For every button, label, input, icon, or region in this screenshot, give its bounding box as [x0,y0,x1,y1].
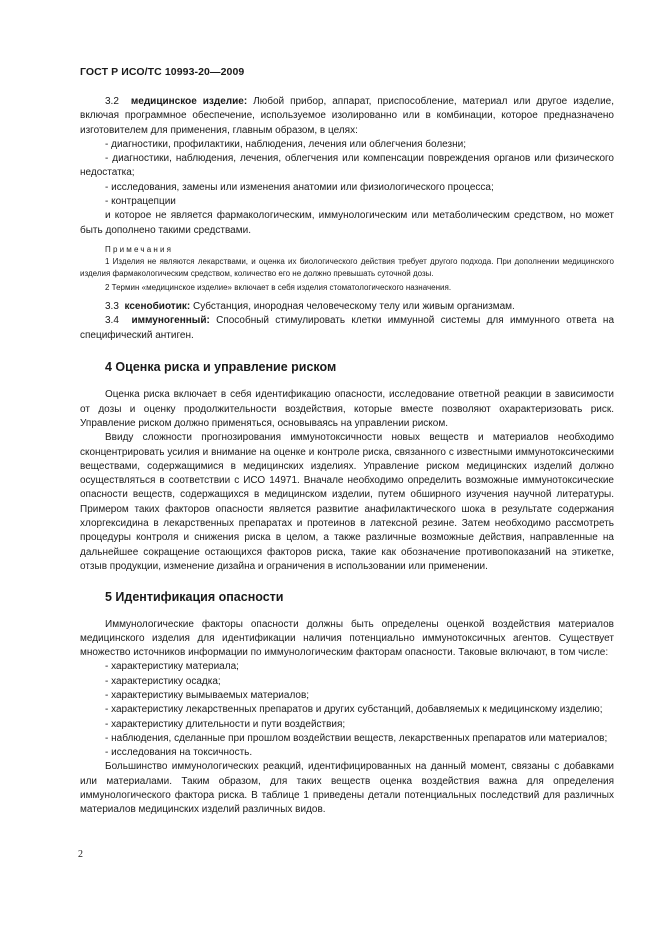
list-item: - исследования, замены или изменения анатомии или физиологического процесса; [105,181,494,193]
list-item: - характеристику осадка; [105,675,221,687]
notes-title: Примечания [105,244,174,254]
term-3-4 [80,314,614,343]
section-4-heading: 4 Оценка риска и управление риском [105,360,337,375]
paragraph: Большинство иммунологических реакций, идентифицированных на данный момент, связаны с добавками или материалами. Таким образом, для таких веществ оценка воздействия важна для определения иммунологического фактора риска. В таблице 1 приведены детали потенциальных последствий для различных материалов медицинских изделий различных видов. [80,761,614,816]
term-definition: Любой прибор, аппарат, приспособление, материал или другое изделие, включая программное обеспечение, используемое изолированно или в комбинации, которое предназначено изготовителем для применения, главным образом, в целях: [80,96,614,136]
term-definition: Способный стимулировать клетки иммунной системы для иммунного ответа на специфический антиген. [80,315,615,341]
list-item: - характеристику материала; [105,661,239,673]
term-title: медицинское изделие: [130,96,248,107]
term-3-3 [80,300,614,314]
term-3-2 [80,95,614,138]
list-item: - диагностики, наблюдения, лечения, облегчения или компенсации повреждения органов или физического недостатка; [80,153,614,179]
note-item: 2 Термин «медицинское изделие» включает в себя изделия стоматологического назначения. [105,282,452,292]
notes-block [80,244,614,293]
list-item: - диагностики, профилактики, наблюдения, лечения или облегчения болезни; [105,138,466,150]
document-header: ГОСТ Р ИСО/ТС 10993-20—2009 [80,66,245,78]
term-title: иммуногенный: [131,315,210,327]
list-item: - характеристику лекарственных препаратов и других субстанций, добавляемых к медицинскому изделию; [105,704,603,716]
page-number: 2 [78,849,83,860]
paragraph: Иммунологические факторы опасности должны быть определены оценкой воздействия материалов медицинского изделия для идентификации наличия потенциально иммунотоксичных агентов. Существует множество источников информации по иммунологическим факторам опасности. Таковые включают, в том числе: [80,618,614,659]
term-title: ксенобиотик: [124,301,191,313]
list-item: - наблюдения, сделанные при прошлом воздействии веществ, лекарственных препаратов или материалов; [105,732,608,744]
document-body [80,95,614,818]
list-item: - контрацепции [105,196,176,208]
term-3-2-tail: и которое не является фармакологическим, иммунологическим или метаболическим средством, но может быть дополнено такими средствами. [80,210,614,236]
note-item: 1 Изделия не являются лекарствами, и оценка их биологического действия требует другого подхода. При дополнении медицинского изделия фармакологическим средством, количество его не должно превышать суточной дозы. [80,257,614,278]
paragraph: Оценка риска включает в себя идентификацию опасности, исследование ответной реакции в зависимости от дозы и оценку продолжительности воздействия, которые вместе позволяют охарактеризовать риск. Управление риском должно применяться, основываясь на управлении риском. [80,389,614,429]
list-item: - характеристику длительности и пути воздействия; [105,718,346,730]
term-number: 3.4 [105,315,119,327]
list-item: - характеристику вымываемых материалов; [105,689,310,701]
term-number: 3.2 [105,96,119,107]
paragraph: Ввиду сложности прогнозирования иммунотоксичности новых веществ и материалов необходимо сконцентрировать усилия и внимание на оценке и контроле риска, связанного с известными иммунотоксическими веществами, содержащимися в медицинских изделиях. Управление риском медицинских изделий должно осуществляться в соответствии с ИСО 14971. Вначале необходимо определить возможные иммунотоксические опасности веществ, содержащихся в медицинском изделии, путем обширного изучения научной литературы. Примером таких факторов опасности является развитие анафилактического шока в результате содержания хлоргексидина в лекарственных препаратах и протеинов в латексной резине. Затем необходимо рассмотреть процедуры контроля и снижения риска в целом, а также различные возможные действия, направленные на дальнейшее сокращение остающихся факторов риска, такие как обозначение противопоказаний на этикетке, отзыв продукции, изменение дизайна и ограничения в использовании или применении. [80,432,614,572]
list-item: - исследования на токсичность. [105,747,253,759]
term-number: 3.3 [105,301,119,313]
term-definition: Субстанция, инородная человеческому телу или живым организмам. [190,301,515,313]
section-5-heading: 5 Идентификация опасности [105,590,284,605]
